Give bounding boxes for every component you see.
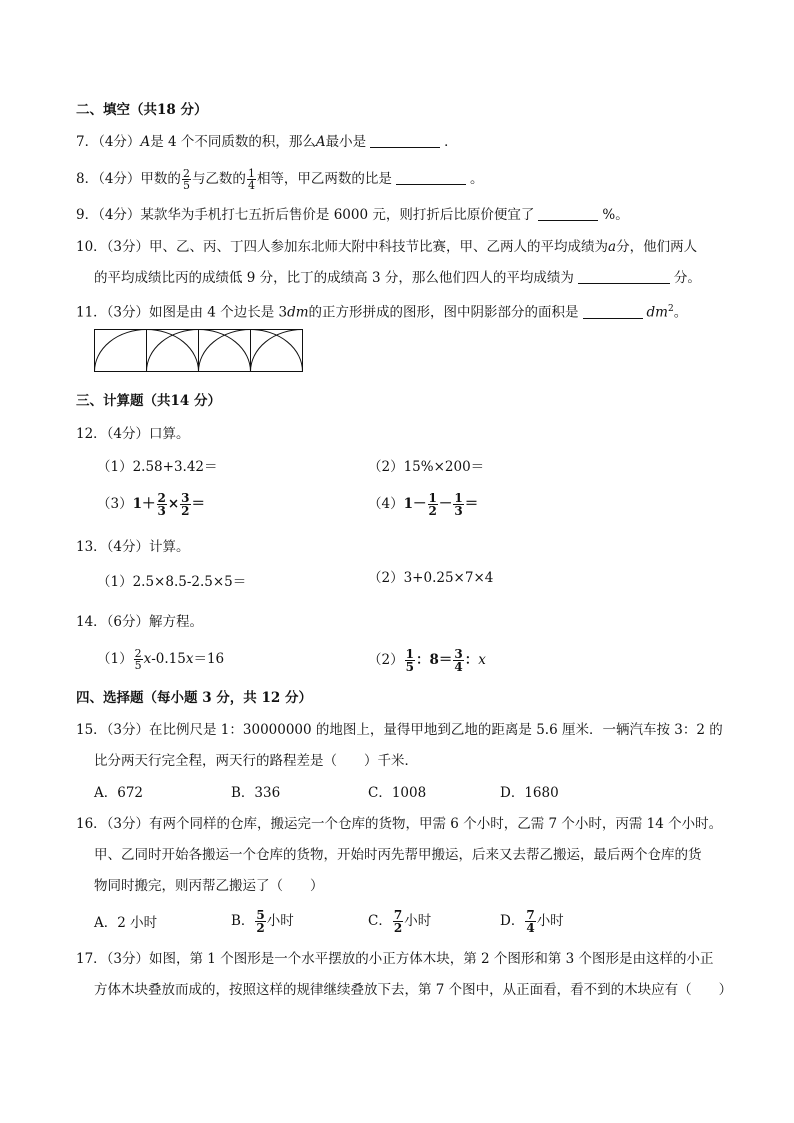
q11-end: 。 bbox=[673, 304, 688, 321]
q16-line3: 物同时搬完，则丙帮乙搬运了（ ） bbox=[94, 878, 324, 894]
section-title-choice: 四、选择题（每小题 3 分，共 12 分） bbox=[76, 690, 312, 706]
q15-option-b[interactable]: B．336 bbox=[231, 785, 281, 801]
q14-p2-frac1: $\frac{1}{5}$ bbox=[405, 647, 414, 674]
q11-sup: 2 bbox=[667, 304, 674, 314]
q12-part2: （2）15%×200＝ bbox=[368, 459, 485, 475]
q15-option-c[interactable]: C．1008 bbox=[368, 785, 427, 801]
q8-text0: 8．（4分）甲数的 bbox=[76, 171, 181, 187]
q8-end: 。 bbox=[469, 171, 484, 187]
q9-end: %。 bbox=[602, 207, 629, 223]
q11-answer-blank[interactable] bbox=[583, 304, 643, 319]
q7-end: ． bbox=[444, 134, 458, 150]
q15-option-a[interactable]: A．672 bbox=[94, 785, 144, 801]
q10-text1b: 分，他们两人 bbox=[616, 239, 698, 255]
q11-squares-figure bbox=[94, 329, 306, 373]
q11-unit: dm bbox=[287, 304, 309, 321]
q11-text2: 的正方形拼成的图形，图中阴影部分的面积是 bbox=[308, 304, 579, 321]
q17-line2: 方体木块叠放而成的，按照这样的规律继续叠放下去，第 7 个图中，从正面看，看不到的木块应有（ ） bbox=[94, 982, 733, 998]
q15-line1: 15．（3分）在比例尺是 1：30000000 的地图上，量得甲地到乙地的距离是 5.6 厘米．一辆汽车按 3：2 的 bbox=[76, 722, 723, 738]
question-10-line1 bbox=[76, 238, 697, 256]
q8-fraction-2: $\frac{1}{4}$ bbox=[247, 167, 255, 192]
q7-text2: 最小是 bbox=[325, 134, 367, 150]
q15-option-d[interactable]: D．1680 bbox=[500, 785, 559, 801]
q12-part1: （1）2.58+3.42＝ bbox=[97, 459, 218, 475]
question-7 bbox=[76, 133, 458, 151]
q14-head: 14．（6分）解方程。 bbox=[76, 614, 204, 630]
q15-line2: 比分两天行完全程，两天行的路程差是（ ）千米． bbox=[94, 753, 418, 769]
q16-option-b[interactable]: B． $\frac{5}{2}$ 小时 bbox=[231, 908, 294, 935]
q16-option-c[interactable]: C． $\frac{7}{2}$ 小时 bbox=[368, 908, 432, 935]
q13-part2: （2）3+0.25×7×4 bbox=[368, 570, 494, 586]
q16-option-a[interactable]: A．2 小时 bbox=[94, 915, 158, 931]
q8-text1: 与乙数的 bbox=[191, 171, 246, 187]
q7-answer-blank[interactable] bbox=[370, 133, 440, 148]
q9-text: 9．（4分）某款华为手机打七五折后售价是 6000 元，则打折后比原价便宜了 bbox=[76, 207, 535, 223]
q10-answer-blank[interactable] bbox=[578, 269, 670, 284]
question-10-line2 bbox=[94, 269, 701, 287]
question-9 bbox=[76, 206, 629, 224]
q12-part4: （4）1－ $\frac{1}{2}$ － $\frac{1}{3}$ ＝ bbox=[368, 491, 479, 518]
q14-part1: （1） $\frac{2}{5}$ x-0.15x＝16 bbox=[97, 647, 225, 672]
q12-p4-frac1: $\frac{1}{2}$ bbox=[428, 491, 437, 518]
question-8 bbox=[76, 168, 483, 191]
q7-var2: A bbox=[315, 134, 326, 150]
q11-text1: 11．（3分）如图是由 4 个边长是 3 bbox=[76, 304, 288, 321]
q10-end: 分。 bbox=[673, 270, 701, 286]
q16-line2: 甲、乙同时开始各搬运一个仓库的货物，开始时丙先帮甲搬运，后来又去帮乙搬运，最后两个仓库的货 bbox=[94, 847, 702, 863]
q8-answer-blank[interactable] bbox=[396, 170, 466, 185]
q14-part2: （2） $\frac{1}{5}$ ：8＝ $\frac{3}{4}$ ：x bbox=[368, 647, 486, 674]
q12-p3-frac1: $\frac{2}{3}$ bbox=[157, 491, 166, 518]
question-11 bbox=[76, 300, 687, 322]
q13-head: 13．（4分）计算。 bbox=[76, 539, 190, 555]
q10-text2: 的平均成绩比丙的成绩低 9 分，比丁的成绩高 3 分，那么他们四人的平均成绩为 bbox=[94, 270, 574, 286]
q7-var: A bbox=[140, 134, 151, 150]
q12-head: 12．（4分）口算。 bbox=[76, 426, 190, 442]
q14-p1-frac: $\frac{2}{5}$ bbox=[134, 647, 142, 672]
q11-unit2: dm bbox=[646, 304, 668, 321]
q7-text1: 是 4 个不同质数的积，那么 bbox=[150, 134, 316, 150]
section-title-calc: 三、计算题（共14 分） bbox=[76, 393, 221, 409]
q10-text1: 10．（3分）甲、乙、丙、丁四人参加东北师大附中科技节比赛，甲、乙两人的平均成绩为 bbox=[76, 239, 609, 255]
q13-part1: （1）2.5×8.5-2.5×5＝ bbox=[97, 574, 247, 590]
q10-var: a bbox=[608, 239, 617, 255]
q17-line1: 17．（3分）如图，第 1 个图形是一个水平摆放的小正方体木块，第 2 个图形和第 3 个图形是由这样的小正 bbox=[76, 951, 714, 967]
section-title-fill: 二、填空（共18 分） bbox=[76, 102, 208, 118]
q14-p2-frac2: $\frac{3}{4}$ bbox=[454, 647, 463, 674]
q12-part3: （3）1＋ $\frac{2}{3}$ × $\frac{3}{2}$ ＝ bbox=[97, 491, 206, 518]
q12-p3-frac2: $\frac{3}{2}$ bbox=[181, 491, 190, 518]
q8-fraction-1: $\frac{2}{5}$ bbox=[182, 167, 190, 192]
q12-p4-frac2: $\frac{1}{3}$ bbox=[454, 491, 463, 518]
q16-option-d[interactable]: D． $\frac{7}{4}$ 小时 bbox=[500, 908, 564, 935]
q8-text2: 相等，甲乙两数的比是 bbox=[256, 171, 392, 187]
q16-line1: 16．（3分）有两个同样的仓库，搬运完一个仓库的货物，甲需 6 个小时，乙需 7 个小时，丙需 14 个小时。 bbox=[76, 816, 723, 832]
q9-answer-blank[interactable] bbox=[538, 206, 598, 221]
q7-number: 7．（4分） bbox=[76, 134, 141, 150]
